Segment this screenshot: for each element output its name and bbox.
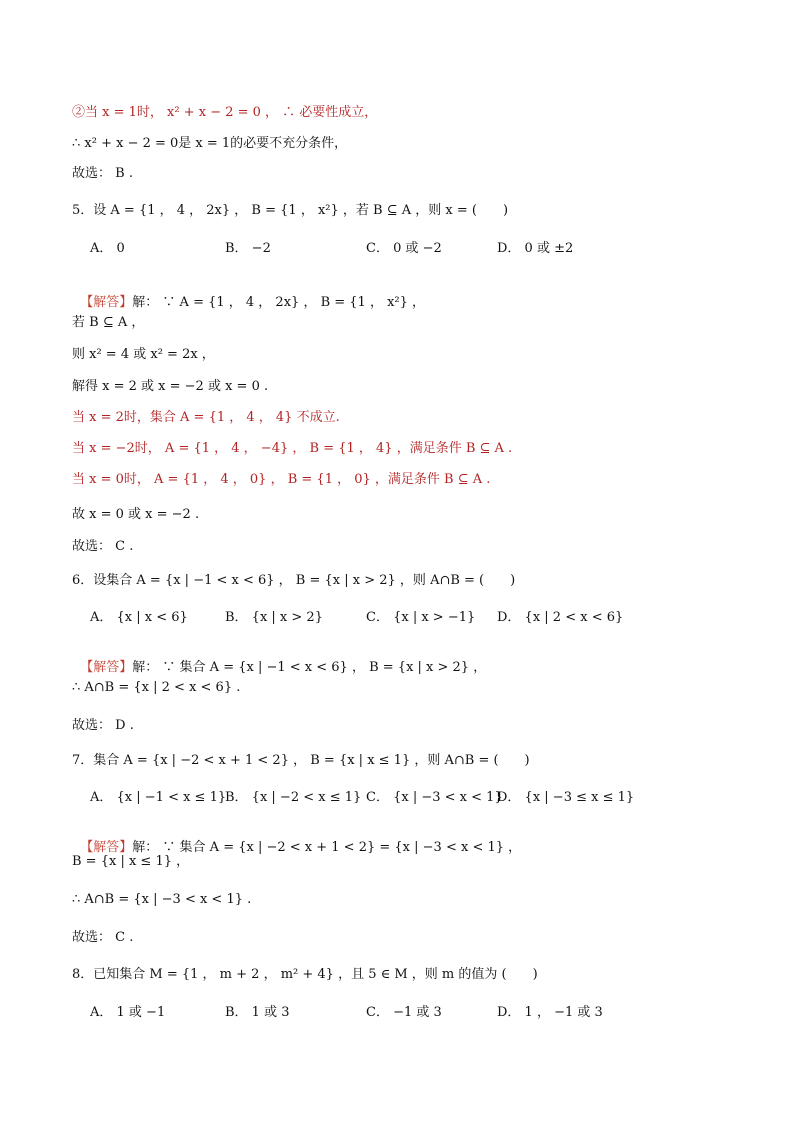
question-7-solution-line: B = {x | x ≤ 1} ， [72, 854, 190, 869]
prev-solution-line-1: ②当 x = 1时， x² + x − 2 = 0 ， ∴ 必要性成立， [72, 105, 378, 120]
question-5-solution-line: 若 B ⊆ A ， [72, 315, 145, 330]
solution-tag: 【解答】 [80, 295, 133, 310]
solution-tag: 【解答】 [80, 660, 133, 675]
question-5-solution-line: 解得 x = 2 或 x = −2 或 x = 0 . [72, 379, 269, 394]
question-5-case-line: 当 x = 2时，集合 A = {1 ， 4 ， 4} 不成立. [72, 410, 340, 425]
solution-tag: 【解答】 [80, 840, 133, 855]
question-5-case-line: 当 x = −2时， A = {1 ， 4 ， −4} ， B = {1 ， 4} ，满足条件 B ⊆ A . [72, 441, 513, 456]
question-7-choice: 故选： C . [72, 930, 134, 945]
question-6-solution-line: ∴ A∩B = {x | 2 < x < 6} . [72, 680, 241, 695]
solution-head-text: 解： ∵ A = {1 ， 4 ， 2x} ， B = {1 ， x²} ， [132, 295, 426, 310]
question-7-stem: 7．集合 A = {x | −2 < x + 1 < 2} ， B = {x | x ≤ 1} ，则 A∩B = ( ) [72, 753, 530, 768]
question-5-choice: 故选： C . [72, 539, 134, 554]
question-8-option-a: A． 1 或 −1 [90, 1005, 166, 1020]
question-8-stem: 8．已知集合 M = {1 ， m + 2 ， m² + 4} ，且 5 ∈ M ，则 m 的值为 ( ) [72, 967, 538, 982]
question-5-option-c: C． 0 或 −2 [366, 241, 442, 256]
question-6-solution-head [72, 641, 486, 677]
question-6-option-c: C． {x | x > −1} [366, 610, 476, 625]
question-7-option-b: B． {x | −2 < x ≤ 1} [225, 790, 362, 805]
question-7-option-a: A． {x | −1 < x ≤ 1} [90, 790, 227, 805]
question-8-option-b: B． 1 或 3 [225, 1005, 290, 1020]
question-5-solution-line: 则 x² = 4 或 x² = 2x ， [72, 347, 215, 362]
question-5-solution-head [72, 276, 425, 312]
prev-solution-line-2: ∴ x² + x − 2 = 0是 x = 1的必要不充分条件， [72, 136, 348, 151]
question-5-option-a: A． 0 [90, 241, 125, 256]
solution-head-text: 解： ∵ 集合 A = {x | −2 < x + 1 < 2} = {x | −3 < x < 1} ， [132, 840, 522, 855]
question-6-option-d: D． {x | 2 < x < 6} [497, 610, 624, 625]
question-8-option-d: D． 1 ， −1 或 3 [497, 1005, 603, 1020]
question-7-solution-line: ∴ A∩B = {x | −3 < x < 1} . [72, 892, 252, 907]
question-7-solution-head [72, 821, 521, 857]
question-7-option-c: C． {x | −3 < x < 1} [366, 790, 503, 805]
question-7-option-d: D． {x | −3 ≤ x ≤ 1} [497, 790, 635, 805]
question-5-case-line: 当 x = 0时， A = {1 ， 4 ， 0} ， B = {1 ， 0} ，满足条件 B ⊆ A . [72, 472, 491, 487]
prev-solution-choice: 故选： B . [72, 166, 133, 181]
question-6-choice: 故选： D . [72, 718, 134, 733]
question-5-option-b: B． −2 [225, 241, 271, 256]
question-5-conclusion: 故 x = 0 或 x = −2 . [72, 507, 200, 522]
solution-head-text: 解： ∵ 集合 A = {x | −1 < x < 6} ， B = {x | x > 2} ， [132, 660, 487, 675]
question-6-option-b: B． {x | x > 2} [225, 610, 323, 625]
question-6-stem: 6．设集合 A = {x | −1 < x < 6} ， B = {x | x > 2} ，则 A∩B = ( ) [72, 573, 516, 588]
question-5-option-d: D． 0 或 ±2 [497, 241, 574, 256]
question-6-option-a: A． {x | x < 6} [90, 610, 188, 625]
question-5-stem: 5．设 A = {1 ， 4 ， 2x} ， B = {1 ， x²} ，若 B ⊆ A ，则 x = ( ) [72, 203, 509, 218]
question-8-option-c: C． −1 或 3 [366, 1005, 442, 1020]
